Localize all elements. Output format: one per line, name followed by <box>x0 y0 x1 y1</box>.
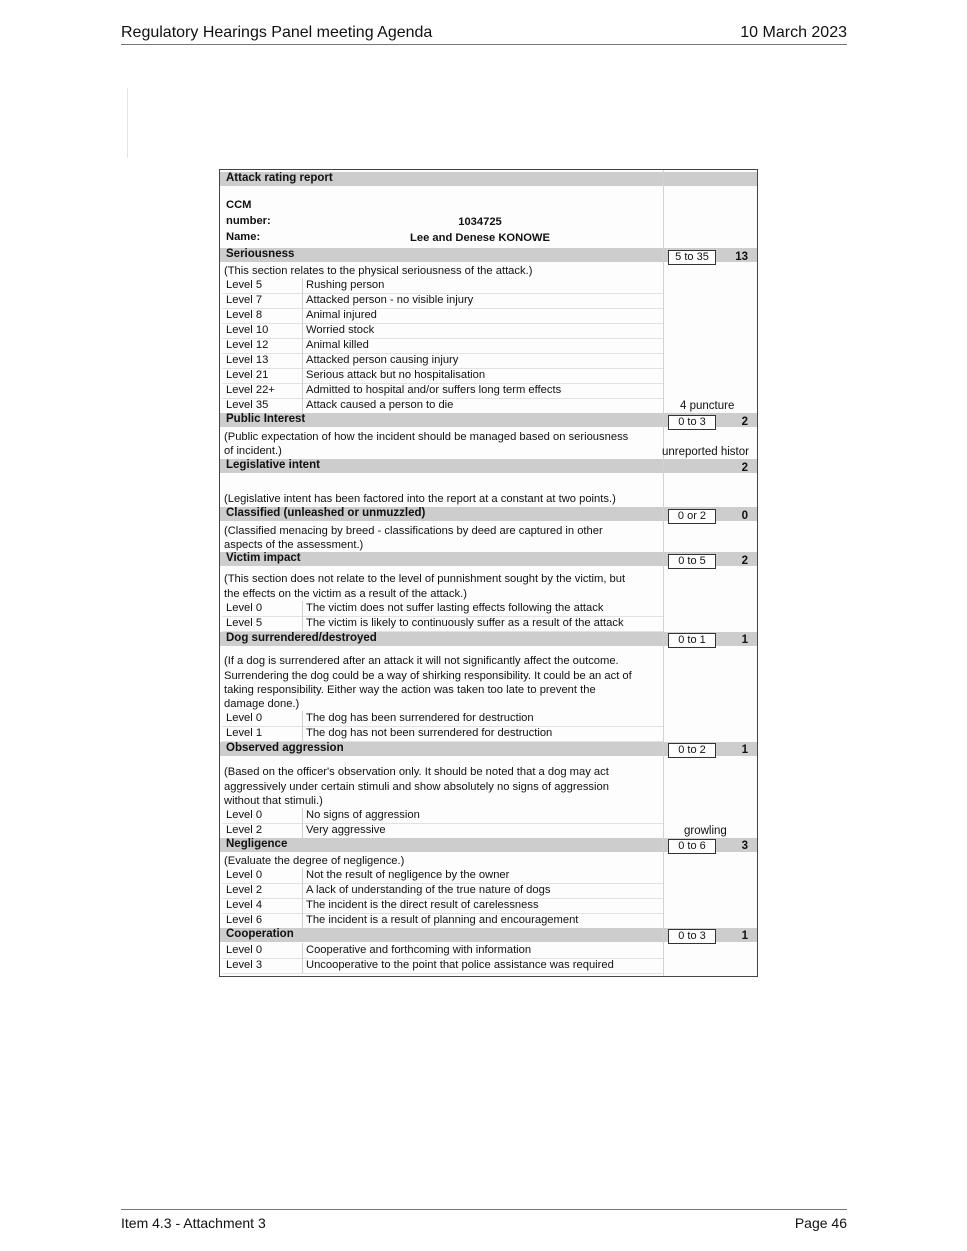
agenda-date: 10 March 2023 <box>740 24 847 41</box>
victim-impact-desc-2: the effects on the victim as a result of the attack.) <box>224 588 467 600</box>
cooperation-level-row: Level 3 Uncooperative to the point that police assistance was required <box>222 958 663 974</box>
negligence-range: 0 to 6 <box>668 839 716 854</box>
negligence-level-row: Level 2 A lack of understanding of the true nature of dogs <box>222 883 663 899</box>
cooperation-score: 1 <box>741 930 748 942</box>
aggression-desc-3: without that stimuli.) <box>224 795 323 807</box>
page-footer <box>121 1209 847 1234</box>
dog-surrendered-desc-3: taking responsibility. Either way the action was taken too late to prevent the <box>224 684 596 696</box>
classified-score: 0 <box>741 510 748 522</box>
dog-surrendered-score: 1 <box>741 634 748 646</box>
seriousness-level-row: Level 5 Rushing person <box>222 278 663 294</box>
negligence-level-row: Level 0 Not the result of negligence by the owner <box>222 868 663 884</box>
legislative-intent-heading: Legislative intent <box>226 459 320 471</box>
seriousness-heading: Seriousness <box>226 248 295 260</box>
seriousness-note: 4 puncture <box>680 400 735 412</box>
aggression-desc-1: (Based on the officer's observation only. It should be noted that a dog may act <box>224 766 609 778</box>
cooperation-heading: Cooperation <box>226 928 294 940</box>
ccm-label: CCM <box>226 199 252 211</box>
dog-surrendered-heading: Dog surrendered/destroyed <box>226 632 377 644</box>
name-label: Name: <box>226 231 261 243</box>
seriousness-level-row: Level 21 Serious attack but no hospitalisation <box>222 368 663 384</box>
owner-name: Lee and Denese KONOWE <box>410 232 550 244</box>
aggression-level-row: Level 0 No signs of aggression <box>222 808 663 824</box>
seriousness-desc: (This section relates to the physical seriousness of the attack.) <box>224 265 533 277</box>
page-number: Page 46 <box>794 1215 847 1231</box>
classified-range: 0 or 2 <box>668 509 716 524</box>
seriousness-level-row: Level 13 Attacked person causing injury <box>222 353 663 369</box>
seriousness-level-row: Level 22+ Admitted to hospital and/or suffers long term effects <box>222 383 663 399</box>
aggression-desc-2: aggressively under certain stimuli and show absolutely no signs of aggression <box>224 781 609 793</box>
dog-surrendered-range: 0 to 1 <box>668 633 716 648</box>
classified-desc-2: aspects of the assessment.) <box>224 539 364 551</box>
negligence-score: 3 <box>741 840 748 852</box>
classified-desc-1: (Classified menacing by breed - classifications by deed are captured in other <box>224 525 603 537</box>
dog-surrendered-desc-1: (If a dog is surrendered after an attack it will not significantly affect the outcome. <box>224 655 619 667</box>
victim-impact-level-row: Level 5 The victim is likely to continuously suffer as a result of the attack <box>222 616 663 632</box>
aggression-score: 1 <box>741 744 748 756</box>
victim-impact-range: 0 to 5 <box>668 554 716 569</box>
public-interest-score: 2 <box>741 416 748 428</box>
victim-impact-score: 2 <box>741 555 748 567</box>
ccm-number: 1034725 <box>458 216 502 228</box>
aggression-range: 0 to 2 <box>668 743 716 758</box>
dog-surrendered-desc-2: Surrendering the dog could be a way of shirking responsibility. It could be an act of <box>224 670 632 682</box>
negligence-level-row: Level 6 The incident is a result of planning and encouragement <box>222 913 663 929</box>
legislative-intent-desc: (Legislative intent has been factored into the report at a constant at two points.) <box>224 493 616 505</box>
dog-surrendered-level-row: Level 1 The dog has not been surrendered for destruction <box>222 726 663 742</box>
victim-impact-heading: Victim impact <box>226 552 301 564</box>
seriousness-level-row: Level 10 Worried stock <box>222 323 663 339</box>
negligence-heading: Negligence <box>226 838 288 850</box>
dog-surrendered-desc-4: damage done.) <box>224 698 300 710</box>
attachment-label: Item 4.3 - Attachment 3 <box>121 1215 266 1231</box>
classified-heading: Classified (unleashed or unmuzzled) <box>226 507 426 519</box>
legislative-intent-score: 2 <box>741 462 748 474</box>
attack-rating-report <box>219 169 758 977</box>
report-score-column <box>663 170 758 976</box>
dog-surrendered-level-row: Level 0 The dog has been surrendered for destruction <box>222 711 663 727</box>
report-left-column <box>220 170 663 976</box>
page-header <box>121 22 847 45</box>
seriousness-range: 5 to 35 <box>668 250 716 265</box>
report-title: Attack rating report <box>226 172 333 184</box>
seriousness-level-row: Level 35 Attack caused a person to die <box>222 398 663 414</box>
victim-impact-desc-1: (This section does not relate to the level of punnishment sought by the victim, but <box>224 573 626 585</box>
seriousness-level-row: Level 7 Attacked person - no visible injury <box>222 293 663 309</box>
aggression-note: growling <box>684 825 727 837</box>
public-interest-range: 0 to 3 <box>668 415 716 430</box>
seriousness-level-row: Level 12 Animal killed <box>222 338 663 354</box>
public-interest-note: unreported histor <box>662 446 749 458</box>
negligence-level-row: Level 4 The incident is the direct result of carelessness <box>222 898 663 914</box>
victim-impact-level-row: Level 0 The victim does not suffer lasting effects following the attack <box>222 601 663 617</box>
public-interest-heading: Public Interest <box>226 413 306 425</box>
ccm-number-label: number: <box>226 215 271 227</box>
cooperation-range: 0 to 3 <box>668 929 716 944</box>
agenda-title: Regulatory Hearings Panel meeting Agenda <box>121 24 433 41</box>
seriousness-score: 13 <box>735 251 748 263</box>
aggression-level-row: Level 2 Very aggressive <box>222 823 663 839</box>
scan-margin-mark <box>127 88 128 158</box>
negligence-desc: (Evaluate the degree of negligence.) <box>224 855 405 867</box>
seriousness-level-row: Level 8 Animal injured <box>222 308 663 324</box>
observed-aggression-heading: Observed aggression <box>226 742 344 754</box>
public-interest-desc-2: of incident.) <box>224 445 282 457</box>
cooperation-level-row: Level 0 Cooperative and forthcoming with information <box>222 943 663 959</box>
public-interest-desc-1: (Public expectation of how the incident should be managed based on seriousness <box>224 431 629 443</box>
